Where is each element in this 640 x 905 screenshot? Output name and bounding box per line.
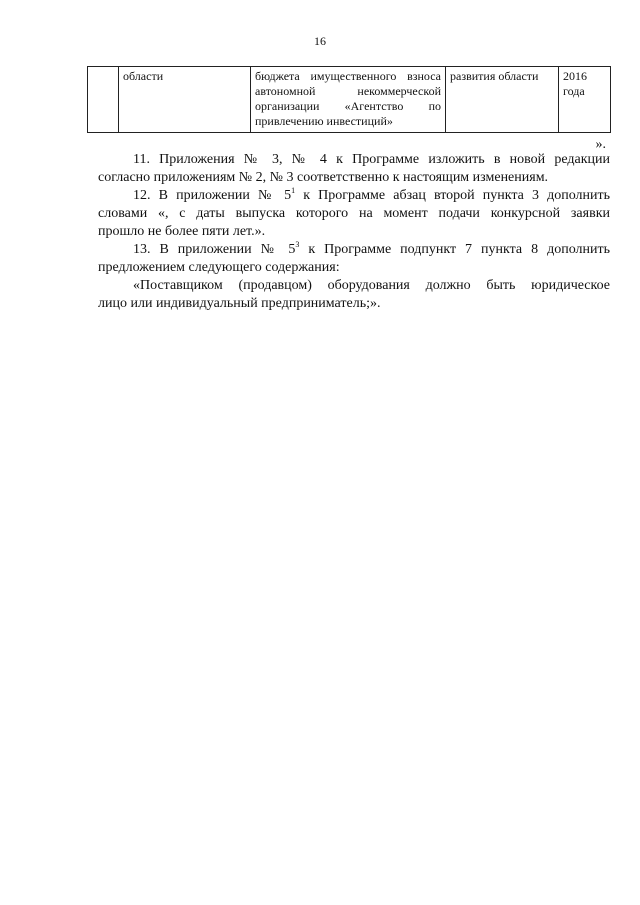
item-12-superscript: 1 bbox=[291, 186, 296, 195]
item-12-line-3: прошло не более пяти лет.». bbox=[98, 224, 266, 239]
item-13-superscript: 3 bbox=[295, 240, 300, 249]
item-11-line-1: 11. Приложения № 3, № 4 к Программе изложить в новой редакции bbox=[133, 152, 610, 167]
table-closing-mark: ». bbox=[595, 137, 606, 152]
item-13-line-1 bbox=[98, 241, 610, 259]
item-11 bbox=[98, 151, 610, 187]
source-line-2: автономной некоммерческой bbox=[255, 84, 441, 98]
source-line-3: организации «Агентство по bbox=[255, 99, 441, 113]
source-line-1: бюджета имущественного взноса bbox=[255, 69, 441, 83]
document-body bbox=[98, 151, 610, 313]
table-cell-term: 2016 года bbox=[559, 67, 611, 133]
table-cell-name: области bbox=[119, 67, 251, 133]
item-12 bbox=[98, 187, 610, 241]
item-13-line-4: лицо или индивидуальный предприниматель;». bbox=[98, 296, 381, 311]
item-13-line-1-b: к Программе подпункт 7 пункта 8 дополнить bbox=[299, 242, 611, 257]
item-13-line-2: предложением следующего содержания: bbox=[98, 260, 340, 275]
item-12-line-1-b: к Программе абзац второй пункта 3 дополнить bbox=[295, 188, 610, 203]
item-13 bbox=[98, 241, 610, 313]
item-12-line-1-a: 12. В приложении № 5 bbox=[133, 188, 292, 203]
table-cell-source bbox=[251, 67, 446, 133]
item-13-line-1-a: 13. В приложении № 5 bbox=[133, 242, 296, 257]
table-row bbox=[88, 67, 611, 133]
page-number: 16 bbox=[314, 34, 326, 48]
table-cell-executor: развития области bbox=[446, 67, 559, 133]
item-11-line-2: согласно приложениям № 2, № 3 соответственно к настоящим изменениям. bbox=[98, 170, 549, 185]
source-line-4: привлечению инвестиций» bbox=[255, 114, 393, 128]
item-12-line-2: словами «, с даты выпуска которого на момент подачи конкурсной заявки bbox=[98, 206, 610, 221]
continued-table bbox=[87, 66, 611, 133]
item-13-line-3: «Поставщиком (продавцом) оборудования должно быть юридическое bbox=[133, 278, 610, 293]
table-cell-number bbox=[88, 67, 119, 133]
item-12-line-1 bbox=[98, 187, 610, 205]
